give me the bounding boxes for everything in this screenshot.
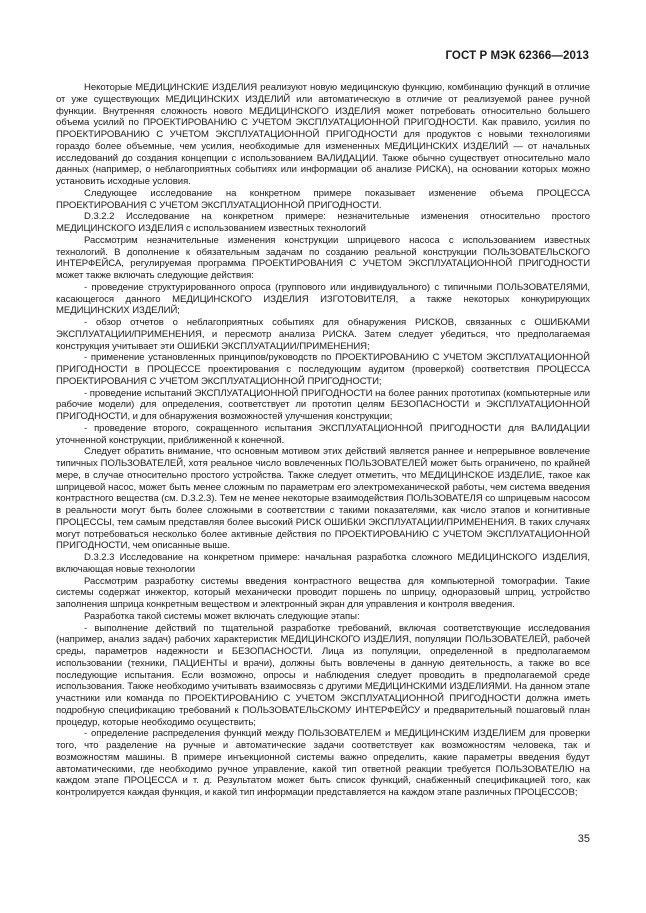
list-item: - проведение испытаний ЭКСПЛУАТАЦИОННОЙ ПРИГОДНОСТИ на более ранних прототипах (компьютерные или рабочие модели) для определения, соответствует ли прототип целям БЕЗОПАСНОСТИ и ЭКСПЛУАТАЦИОННОЙ ПРИГОДНОСТИ, и для обнаружения возможностей улучшения конструкции; [56,387,590,422]
body-paragraph: Рассмотрим разработку системы введения контрастного вещества для компьютерной томографии. Такие системы содержат инжектор, который механически проводит поршень по шприцу, одноразовый шприц, устройство заполнения шприца конкретным веществом и электронный экран для управления и контроля введения. [56,575,590,610]
standard-code-header: ГОСТ Р МЭК 62366—2013 [445,50,589,62]
section-heading-d-3-2-2: D.3.2.2 Исследование на конкретном примере: незначительные изменения относительно простого МЕДИЦИНСКОГО ИЗДЕЛИЯ с использованием известных технологий [56,211,590,234]
list-item: - применение установленных принципов/руководств по ПРОЕКТИРОВАНИЮ С УЧЕТОМ ЭКСПЛУАТАЦИОННОЙ ПРИГОДНОСТИ в ПРОЦЕССЕ проектирования с последующим аудитом (проверкой) соответствия ПРОЦЕССА ПРОЕКТИРОВАНИЯ С УЧЕТОМ ЭКСПЛУАТАЦИОННОЙ ПРИГОДНОСТИ; [56,352,590,387]
body-paragraph: Разработка такой системы может включать следующие этапы: [84,610,360,622]
section-heading-d-3-2-3: D.3.2.3 Исследование на конкретном примере: начальная разработка сложного МЕДИЦИНСКОГО ИЗДЕЛИЯ, включающая новые технологии [56,552,590,575]
body-paragraph: Следует обратить внимание, что основным мотивом этих действий является раннее и непрерывное вовлечение типичных ПОЛЬЗОВАТЕЛЕЙ, хотя реальное число вовлеченных ПОЛЬЗОВАТЕЛЕЙ может быть ограничено, по крайней мере, в случае относительно простого устройства. Также следует отметить, что МЕДИЦИНСКОЕ ИЗДЕЛИЕ, такое как шприцевой насос, может быть менее сложным по параметрам его электромеханической работы, чем система введения контрастного вещества (см. D.3.2.3). Тем не менее некоторые взаимодействия ПОЛЬЗОВАТЕЛЯ со шприцевым насосом в реальности могут быть более сложными в соответствии с такими показателями, как число этапов и когнитивные ПРОЦЕССЫ, тем самым представляя более высокий РИСК ОШИБКИ ЭКСПЛУАТАЦИИ/ПРИМЕНЕНИЯ. В таких случаях могут потребоваться несколько более активные действия по ПРОЕКТИРОВАНИЮ С УЧЕТОМ ЭКСПЛУАТАЦИОННОЙ ПРИГОДНОСТИ, чем описанные выше. [56,446,590,552]
list-item: - обзор отчетов о неблагоприятных событиях для обнаружения РИСКОВ, связанных с ОШИБКАМИ ЭКСПЛУАТАЦИИ/ПРИМЕНЕНИЯ, и пересмотр анализа РИСКА. Затем следует убедиться, что предполагаемая конструкция учитывает эти ОШИБКИ ЭКСПЛУАТАЦИИ/ПРИМЕНЕНИЯ; [56,317,590,352]
body-paragraph: Некоторые МЕДИЦИНСКИЕ ИЗДЕЛИЯ реализуют новую медицинскую функцию, комбинацию функций в отличие от уже существующих МЕДИЦИНСКИХ ИЗДЕЛИЙ или автоматическую в отличие от реализуемой ранее ручной функции. Внутренняя сложность нового МЕДИЦИНСКОГО ИЗДЕЛИЯ может потребовать относительно большего объема усилий по ПРОЕКТИРОВАНИЮ С УЧЕТОМ ЭКСПЛУАТАЦИОННОЙ ПРИГОДНОСТИ. Как правило, усилия по ПРОЕКТИРОВАНИЮ С УЧЕТОМ ЭКСПЛУАТАЦИОННОЙ ПРИГОДНОСТИ для продуктов с новыми технологиями гораздо более объемные, чем усилия, необходимые для измененных МЕДИЦИНСКИХ ИЗДЕЛИЙ — от начальных исследований до создания концепции с использованием ВАЛИДАЦИИ. Также обычно существует относительно мало данных (например, о неблагоприятных событиях или информации об анализе РИСКА), на основании которых можно установить исходные условия. [56,82,590,187]
body-paragraph: Рассмотрим незначительные изменения конструкции шприцевого насоса с использованием известных технологий. В дополнение к обязательным задачам по созданию реальной конструкции ПОЛЬЗОВАТЕЛЬСКОГО ИНТЕРФЕЙСА, регулируемая программа ПРОЕКТИРОВАНИЯ С УЧЕТОМ ЭКСПЛУАТАЦИОННОЙ ПРИГОДНОСТИ может также включать следующие действия: [56,234,590,281]
list-item: - проведение структурированного опроса (группового или индивидуального) с типичными ПОЛЬЗОВАТЕЛЯМИ, касающегося данного МЕДИЦИНСКОГО ИЗДЕЛИЯ ИЗГОТОВИТЕЛЯ, а также некоторых конкурирующих МЕДИЦИНСКИХ ИЗДЕЛИЙ; [56,281,590,317]
document-body [56,82,590,799]
list-item: - выполнение действий по тщательной разработке требований, включая соответствующие исследования (например, анализ задач) рабочих характеристик МЕДИЦИНСКОГО ИЗДЕЛИЯ, популяции ПОЛЬЗОВАТЕЛЕЙ, рабочей среды, параметров надежности и БЕЗОПАСНОСТИ. Лица из популяции, определенной в предполагаемом использовании (техники, ПАЦИЕНТЫ и врачи), должны быть вовлечены в данную деятельность, а также во все последующие испытания. Если возможно, опросы и наблюдения следует проводить в предполагаемой среде использования. Также необходимо учитывать взаимосвязь с другими МЕДИЦИНСКИМИ ИЗДЕЛИЯМИ. На данном этапе участники или команда по ПРОЕКТИРОВАНИЮ С УЧЕТОМ ЭКСПЛУАТАЦИОННОЙ ПРИГОДНОСТИ должна иметь подробную спецификацию требований к ПОЛЬЗОВАТЕЛЬСКОМУ ИНТЕРФЕЙСУ и предварительный пошаговый план процедур, которые необходимо осуществить; [56,622,590,728]
page-number: 35 [577,833,590,845]
list-item: - проведение второго, сокращенного испытания ЭКСПЛУАТАЦИОННОЙ ПРИГОДНОСТИ для ВАЛИДАЦИИ уточненной конструкции, приближенной к конечной. [56,422,590,446]
list-item: - определение распределения функций между ПОЛЬЗОВАТЕЛЕМ и МЕДИЦИНСКИМ ИЗДЕЛИЕМ для проверки того, что разделение на ручные и автоматические задачи соответствует как возможностям человека, так и возможностям машины. В примере инъекционной системы важно определить, какие параметры введения будут автоматическими, где необходимо ручное управление, какой тип ответной реакции требуется ПОЛЬЗОВАТЕЛЮ на каждом этапе ПРОЦЕССА и т. д. Результатом может быть список функций, снабженный спецификацией того, как контролируется каждая функция, и какой тип информации представляется на каждом этапе различных ПРОЦЕССОВ; [56,728,590,798]
body-paragraph: Следующее исследование на конкретном примере показывает изменение объема ПРОЦЕССА ПРОЕКТИРОВАНИЯ С УЧЕТОМ ЭКСПЛУАТАЦИОННОЙ ПРИГОДНОСТИ. [56,187,590,211]
